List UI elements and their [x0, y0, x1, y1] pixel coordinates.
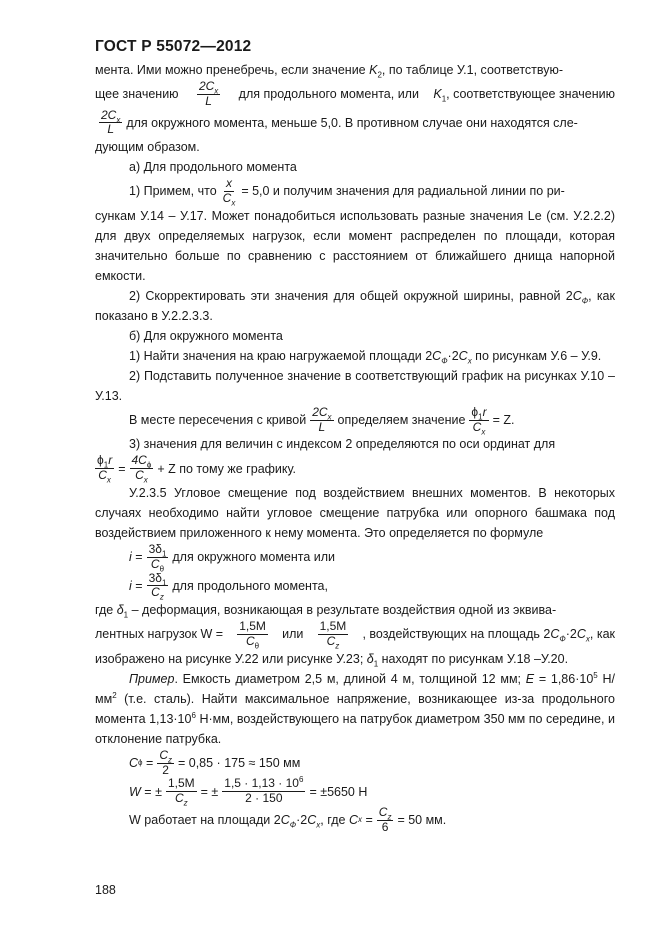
- equation-w-area: W работает на площади $2C_Ф\cdot 2C_x$, где C x = $\frac{C_z}{6}$ = 50 мм.: [129, 804, 447, 834]
- fraction: $\frac{\phi_1r}{C_x}$: [471, 404, 487, 436]
- formula-longitudinal: i = $\frac{3\delta_1}{C_z}$ для продольного момента,: [129, 570, 328, 602]
- item-a1-line: 1) Примем, что $\frac{x}{C_x}$ = 5,0 и получим значения для радиальной линии по ри-: [129, 176, 565, 208]
- intersection-line: В месте пересечения с кривой $\frac{2C_x}{L}$ определяем значение $\frac{\phi_1r}{C_x}$ = Z.: [129, 404, 515, 436]
- section-a-title: а) Для продольного момента: [129, 160, 297, 175]
- document-header: ГОСТ Р 55072—2012: [95, 38, 252, 55]
- fraction: $\frac{1,5M}{C_z}$: [167, 776, 195, 808]
- fraction: $\frac{3\delta_1}{C_\theta}$: [148, 541, 167, 574]
- where-paragraph-line: изображено на рисунке У.22 или рисунке У.23; $\delta_1$ находят по рисункам У.18 –У.20.: [95, 651, 569, 669]
- fraction: $\frac{x}{C_x}$: [222, 176, 236, 208]
- example-paragraph: Пример. Емкость диаметром 2,5 м, длиной 4 м, толщиной 12 мм; $E = 1,86\cdot 10^5$ $Н/мм^2$ (т.е. сталь). Найти максимальное напряжение, возникающее из-за продольного момента $1,13\cdot 10^6$ Н·мм, воздействующего на патрубок диаметром 350 мм по середине, и отклонение патрубка.: [95, 670, 615, 746]
- fraction: $\frac{1,5 \cdot 1,13 \cdot 10^6}{2 \cdot 150}$: [224, 775, 304, 806]
- where-paragraph-line: где $\delta_1$ – деформация, возникающая в результате воздействия одной из эквива-: [95, 603, 557, 620]
- fraction: $\frac{4C_\phi}{C_x}$: [131, 453, 152, 485]
- fraction: $\frac{2C_x}{L}$: [312, 404, 332, 434]
- fraction: $\frac{1,5M}{C_\theta}$: [239, 619, 266, 651]
- paragraph-line: мента. Ими можно пренебречь, если значение $K_2$, по таблице У.1, соответствую-: [95, 63, 564, 80]
- paragraph-line-with-fraction: $\frac{2C_x}{L}$ для окружного момента, меньше 5,0. В противном случае они находятся сле-: [101, 107, 578, 137]
- fraction: $\frac{C_z}{6}$: [378, 804, 392, 834]
- section-b-title: б) Для окружного момента: [129, 328, 283, 343]
- item-b1-text: 1) Найти значения на краю нагружаемой площади $2C_Ф\cdot 2C_x$ по рисункам У.6 – У.9.: [129, 348, 602, 366]
- page-number: 188: [95, 883, 116, 897]
- fraction: $\frac{3\delta_1}{C_z}$: [148, 570, 167, 602]
- fraction: $\frac{\phi_1r}{C_x}$: [97, 453, 113, 485]
- document-body: [95, 60, 615, 835]
- fraction: $\frac{2C_x}{L}$: [101, 107, 121, 137]
- formula-circumferential: i = $\frac{3\delta_1}{C_\theta}$ для окружного момента или: [129, 541, 336, 574]
- angular-displacement-paragraph: У.2.3.5 Угловое смещение под воздействием внешних моментов. В некоторых случаях необходимо найти угловое смещение патрубка или опорного башмака под воздействием приложенного к нему момента. Это определяется по формуле: [95, 485, 615, 540]
- item-b3-text: 3) значения для величин с индексом 2 определяются по оси ординат для: [129, 437, 556, 452]
- equation-c-phi: C ϕ = $\frac{C_z}{2}$ = 0,85 · 175 ≈ 150 мм: [129, 747, 301, 777]
- fraction: $\frac{2C_x}{L}$: [198, 79, 219, 108]
- item-b2-text: 2) Подставить полученное значение в соответствующий график на рисунках У.10 – У.13.: [95, 368, 615, 403]
- item-a1-text: сункам У.14 – У.17. Может понадобиться использовать разные значения Le (см. У.2.2.2) для двух определяемых нагрузок, если момент распределен по площади, которая значительно больше по сравнению с расстоянием от ближайшего днища напорной емкости.: [95, 208, 615, 283]
- fraction: $\frac{1,5M}{C_z}$: [319, 619, 347, 651]
- item-a2-text: 2) Скорректировать эти значения для общей окружной ширины, равной $2C_Ф$, как показано в У.2.2.3.3.: [95, 288, 615, 323]
- equation-w: W = ± $\frac{1,5M}{C_z}$ = ± $\frac{1,5 \cdot 1,13 \cdot 10^6}{2 \cdot 150}$ = ±5650 Н: [129, 775, 368, 808]
- paragraph-line-with-fraction: щее значению $\frac{2C_x}{L}$ для продольного момента, или $K_1$, соответствующее значению: [95, 79, 615, 108]
- where-paragraph-formula-line: лентных нагрузок W = $\frac{1,5M}{C_\theta}$ или $\frac{1,5M}{C_z}$ , воздействующих на площадь $2C_Ф\cdot 2C_x$, как: [95, 619, 615, 651]
- paragraph-line: дующим образом.: [95, 140, 200, 155]
- fraction: $\frac{C_z}{2}$: [159, 747, 172, 777]
- item-b3-formula: $\frac{\phi_1r}{C_x}$ = $\frac{4C_\phi}{C_x}$ + Z по тому же графику.: [97, 453, 296, 485]
